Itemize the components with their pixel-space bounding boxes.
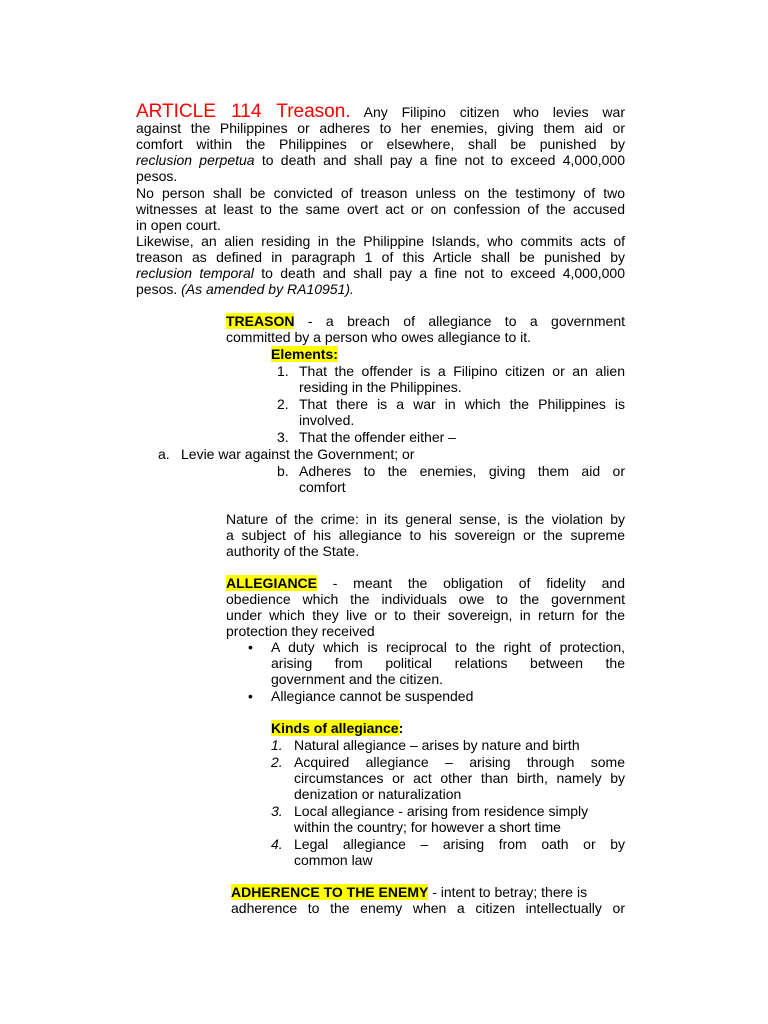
article-text: to death and shall pay a fine not to exceed 4,000,000 — [253, 265, 625, 281]
bullet-icon: • — [248, 639, 253, 655]
elements-label: Elements: — [271, 346, 338, 362]
sub-item: Levie war against the Government; or — [181, 446, 415, 462]
sub-item-number: a. — [158, 446, 170, 462]
kind-item: Acquired allegiance – arising through some — [294, 754, 625, 770]
article-line: in open court. — [136, 217, 221, 233]
article-line: witnesses at least to the same overt act or on confession of the accused — [136, 201, 625, 217]
element-item: That the offender either – — [299, 429, 456, 445]
nature-line: Nature of the crime: in its general sense, is the violation by — [226, 511, 625, 527]
treason-def: - a breach of allegiance to a government — [294, 313, 625, 329]
adherence-line: adherence to the enemy when a citizen intellectually or — [231, 900, 625, 916]
bullet-item: A duty which is reciprocal to the right of protection, — [271, 639, 625, 655]
kind-item: within the country; for however a short time — [294, 819, 561, 835]
article-line: No person shall be convicted of treason unless on the testimony of two — [136, 185, 625, 201]
kind-number: 1. — [271, 737, 283, 753]
treason-definition — [226, 313, 625, 329]
article-line: against the Philippines or adheres to her enemies, giving them aid or — [136, 120, 625, 136]
kind-item: Legal allegiance – arising from oath or by — [294, 836, 625, 852]
article-italic: reclusion perpetua — [136, 152, 255, 168]
bullet-icon: • — [248, 688, 253, 704]
treason-term: TREASON — [226, 313, 295, 329]
allegiance-line: protection they received — [226, 623, 375, 639]
article-heading: ARTICLE 114 Treason. — [136, 101, 351, 122]
kinds-label: Kinds of allegiance: — [271, 720, 404, 736]
element-number: 3. — [277, 429, 289, 445]
article-italic: reclusion temporal — [136, 265, 254, 281]
article-line: treason as defined in paragraph 1 of this Article shall be punished by — [136, 249, 625, 265]
allegiance-definition — [226, 575, 625, 591]
element-item: That there is a war in which the Philippines is — [299, 396, 625, 412]
kind-item: Local allegiance - arising from residence simply — [294, 803, 589, 819]
adherence-term: ADHERENCE TO THE ENEMY — [231, 884, 429, 900]
article-text: Any Filipino citizen who levies war — [363, 104, 625, 120]
article-line — [136, 265, 625, 281]
article-italic: (As amended by RA10951). — [181, 281, 354, 297]
bullet-item: government and the citizen. — [271, 671, 443, 687]
bullet-item: Allegiance cannot be suspended — [271, 688, 474, 704]
article-line: Likewise, an alien residing in the Philippine Islands, who commits acts of — [136, 233, 625, 249]
element-item: That the offender is a Filipino citizen or an alien — [299, 363, 625, 379]
article-line — [136, 281, 354, 297]
article-text: to death and shall pay a fine not to exceed 4,000,000 — [254, 152, 625, 168]
element-item: residing in the Philippines. — [299, 379, 462, 395]
kind-item: common law — [294, 852, 373, 868]
kind-number: 4. — [271, 836, 283, 852]
article-line: pesos. — [136, 168, 178, 184]
element-number: 1. — [277, 363, 289, 379]
kind-item: circumstances or act other than birth, namely by — [294, 770, 625, 786]
allegiance-term: ALLEGIANCE — [226, 575, 317, 591]
element-number: 2. — [277, 396, 289, 412]
kind-number: 2. — [271, 754, 283, 770]
treason-line: committed by a person who owes allegiance to it. — [226, 329, 532, 345]
allegiance-def: - meant the obligation of fidelity and — [317, 575, 625, 591]
allegiance-line: under which they live or to their sovereign, in return for the — [226, 607, 625, 623]
bullet-item: arising from political relations between the — [271, 655, 625, 671]
sub-item: comfort — [299, 479, 346, 495]
sub-item-number: b. — [277, 463, 289, 479]
adherence-def: - intent to betray; there is — [428, 884, 588, 900]
kind-item: Natural allegiance – arises by nature and birth — [294, 737, 580, 753]
element-item: involved. — [299, 412, 355, 428]
sub-item: Adheres to the enemies, giving them aid or — [299, 463, 625, 479]
article-line: comfort within the Philippines or elsewhere, shall be punished by — [136, 136, 625, 152]
article-line — [136, 152, 625, 168]
kind-item: denization or naturalization — [294, 786, 462, 802]
kind-number: 3. — [271, 803, 283, 819]
allegiance-line: obedience which the individuals owe to the government — [226, 591, 625, 607]
nature-line: a subject of his allegiance to his sovereign or the supreme — [226, 527, 625, 543]
nature-line: authority of the State. — [226, 543, 360, 559]
adherence-definition — [231, 884, 587, 900]
article-text: pesos. — [136, 281, 182, 297]
